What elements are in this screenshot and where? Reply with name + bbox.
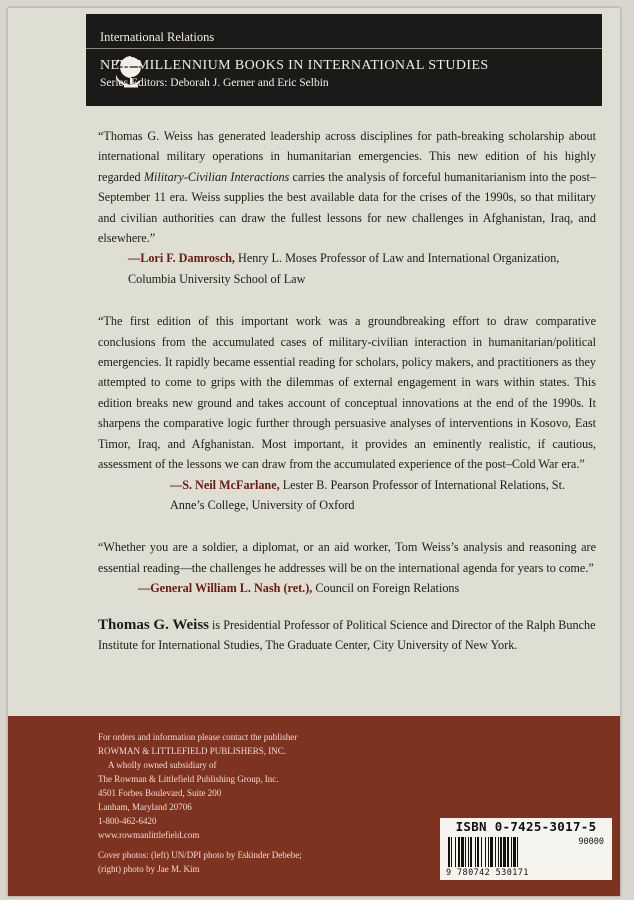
series-header: [86, 14, 602, 106]
barcode-bar: [451, 837, 452, 867]
series-editors: Series Editors: Deborah J. Gerner and Eric Selbin: [100, 77, 329, 89]
endorser-name: —S. Neil McFarlane,: [170, 477, 280, 492]
barcode-bar: [488, 837, 489, 867]
book-back-cover: [8, 8, 620, 896]
barcode-bar: [461, 837, 464, 867]
barcode-bar: [490, 837, 493, 867]
barcode-bar: [477, 837, 479, 867]
barcode-bar: [458, 837, 460, 867]
barcode-bar: [481, 837, 482, 867]
endorsements: [98, 126, 596, 655]
publisher-panel: [8, 716, 620, 896]
endorser-name: —Lori F. Damrosch,: [128, 251, 235, 266]
book-title: Military-Civilian Interactions: [143, 169, 290, 184]
barcode-bar: [455, 837, 456, 867]
endorsement-quote-3: “Whether you are a soldier, a diplomat, or an aid worker, Tom Weiss’s analysis and reasoning are essential reading—the challenges he addresses will be on the international agenda for years to come.”: [98, 540, 596, 575]
isbn-barcode-box: [440, 818, 612, 880]
header-divider: [86, 48, 602, 49]
category-label: International Relations: [100, 30, 215, 44]
barcode-bar: [511, 837, 512, 867]
photo-credits: Cover photos: (left) UN/DPI photo by Eskinder Debebe;: [98, 850, 302, 860]
barcode-bar: [507, 837, 509, 867]
endorser-name: —General William L. Nash (ret.),: [138, 581, 313, 596]
endorsement-attribution-3: —General William L. Nash (ret.), Council on Foreign Relations: [138, 581, 460, 596]
endorsement-attribution-2: —S. Neil McFarlane, Lester B. Pearson Professor of International Relations, St. Anne’s College, University of Oxford: [170, 477, 566, 512]
barcode-bar: [465, 837, 466, 867]
barcode-bar: [517, 837, 518, 867]
publisher-website: www.rowmanlittlefield.com: [98, 830, 200, 840]
barcode: [448, 837, 568, 867]
endorsement-quote-2: “The first edition of this important work was a groundbreaking effort to draw comparative conclusions from the accumulated cases of military-civilian interaction in humanitarian/political emergencies. It rapidly became essential reading for scholars, policy makers, and practitioners as they attempted to come to grips with the dilemmas of external engagement in wars within states. This edition breaks new ground and takes account of conceptual innovations at the end of the 1990s. It sharpens the comparative logic further through persuasive analyses of interventions in Kosovo, East Timor, Iraq, and Afghanistan. Most important, it provides an eminently realistic, if cautious, assessment of the lessons we can draw from the accumulated experience of the post–Cold War era.”: [98, 314, 596, 472]
barcode-bar: [500, 837, 502, 867]
barcode-bar: [475, 837, 476, 867]
barcode-bar: [495, 837, 496, 867]
author-bio: Thomas G. Weiss is Presidential Professor of Political Science and Director of the Ralph Bunche Institute for International Studies, The Graduate Center, City University of New York.: [98, 616, 596, 652]
isbn-label: ISBN 0-7425-3017-5: [455, 819, 597, 834]
barcode-bar: [470, 837, 472, 867]
ean-digits: 9 780742 530171: [446, 868, 529, 878]
endorsement-attribution-1: —Lori F. Damrosch, Henry L. Moses Professor of Law and International Organization, Columbia University School of Law: [128, 251, 560, 286]
barcode-bar: [468, 837, 469, 867]
endorsement-quote-1: “Thomas G. Weiss has generated leadership across disciplines for path-breaking scholarship about international military operations in humanitarian emergencies. This new edition of his highly regarded Military-Civilian Interactions carries the analysis of forceful humanitarianism into the post–September 11 era. Weiss supplies the best available data for the crises of the 1990s, so that military and civilian authorities can draw the fullest lessons for new challenges in Afghanistan, Iraq, and elsewhere.”: [98, 129, 596, 246]
barcode-bar: [448, 837, 450, 867]
author-name: Thomas G. Weiss: [98, 616, 209, 633]
barcode-bar: [498, 837, 499, 867]
barcode-bar: [503, 837, 506, 867]
series-title: NEW MILLENNIUM BOOKS IN INTERNATIONAL STUDIES: [100, 58, 489, 73]
barcode-bar: [485, 837, 486, 867]
publisher-info: For orders and information please contact the publisher ROWMAN & LITTLEFIELD PUBLISHERS, INC. A wholly owned subsidiary of The Rowman & Littlefield Publishing Group, Inc. 4501 Forbes Boulevard, Suite 200 Lanham, Maryland 20706 1-800-462-6420 www.rowmanlittlefield.com Cover photos: (left) UN/DPI photo by Eskinder Debebe; (right) photo by Jae M. Kim: [98, 732, 302, 874]
barcode-bar: [513, 837, 516, 867]
price-code: 90000: [578, 837, 604, 847]
